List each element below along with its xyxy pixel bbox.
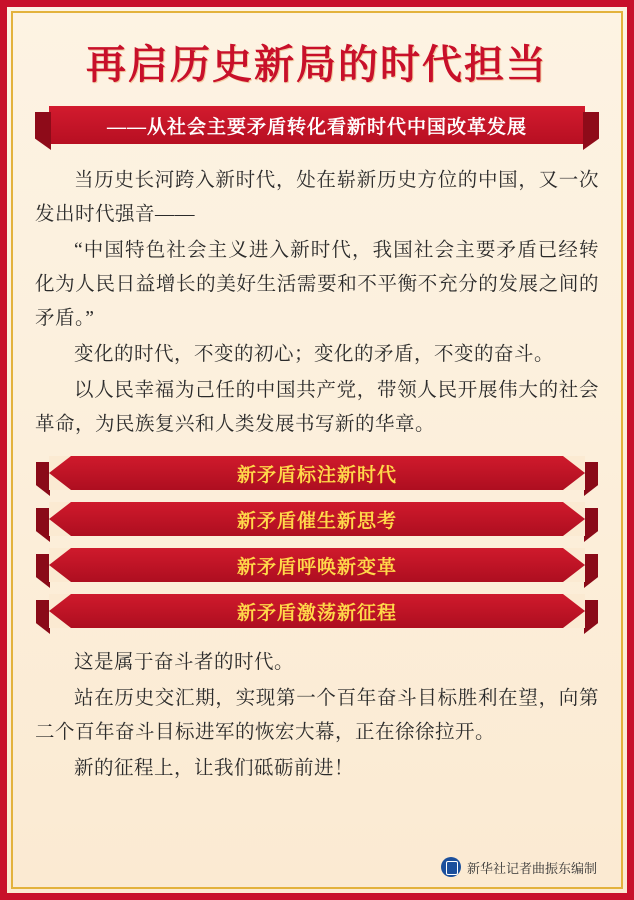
paragraph: 变化的时代，不变的初心；变化的矛盾，不变的奋斗。 [74,344,555,365]
paragraph: 站在历史交汇期，实现第一个百年奋斗目标胜利在望，向第二个百年奋斗目标进军的恢宏大幕，正在徐徐拉开。 [35,688,599,743]
list-item[interactable] [35,502,599,536]
intro-paragraphs [35,164,599,442]
paragraph: 当历史长河跨入新时代，处在崭新历史方位的中国，又一次发出时代强音—— [35,170,599,225]
banner-label: 新矛盾催生新思考 [236,510,397,532]
subtitle-ribbon-text: ——从社会主要矛盾转化看新时代中国改革发展 [49,106,585,144]
paragraph: 新的征程上，让我们砥砺前进！ [74,758,355,779]
list-item[interactable] [35,456,599,490]
list-item[interactable] [35,594,599,628]
banner-label: 新矛盾激荡新征程 [236,602,397,624]
paragraph: “中国特色社会主义进入新时代，我国社会主要矛盾已经转化为人民日益增长的美好生活需要和不平衡不充分的发展之间的矛盾。” [35,240,599,329]
credit-text: 新华社记者曲振东编制 [466,860,597,876]
banner-label: 新矛盾呼唤新变革 [236,556,397,578]
closing-paragraphs [35,646,599,786]
banner-label: 新矛盾标注新时代 [236,464,397,486]
credit-line [441,857,597,877]
subtitle-ribbon [35,106,599,146]
list-item[interactable] [35,548,599,582]
paragraph: 这是属于奋斗者的时代。 [74,652,295,673]
page-title: 再启历史新局的时代担当 [86,42,548,87]
banner-list [35,456,599,628]
poster-content [7,33,627,900]
xinhua-logo-icon [441,857,461,877]
paragraph: 以人民幸福为己任的中国共产党，带领人民开展伟大的社会革命，为民族复兴和人类发展书写新的华章。 [35,380,599,435]
